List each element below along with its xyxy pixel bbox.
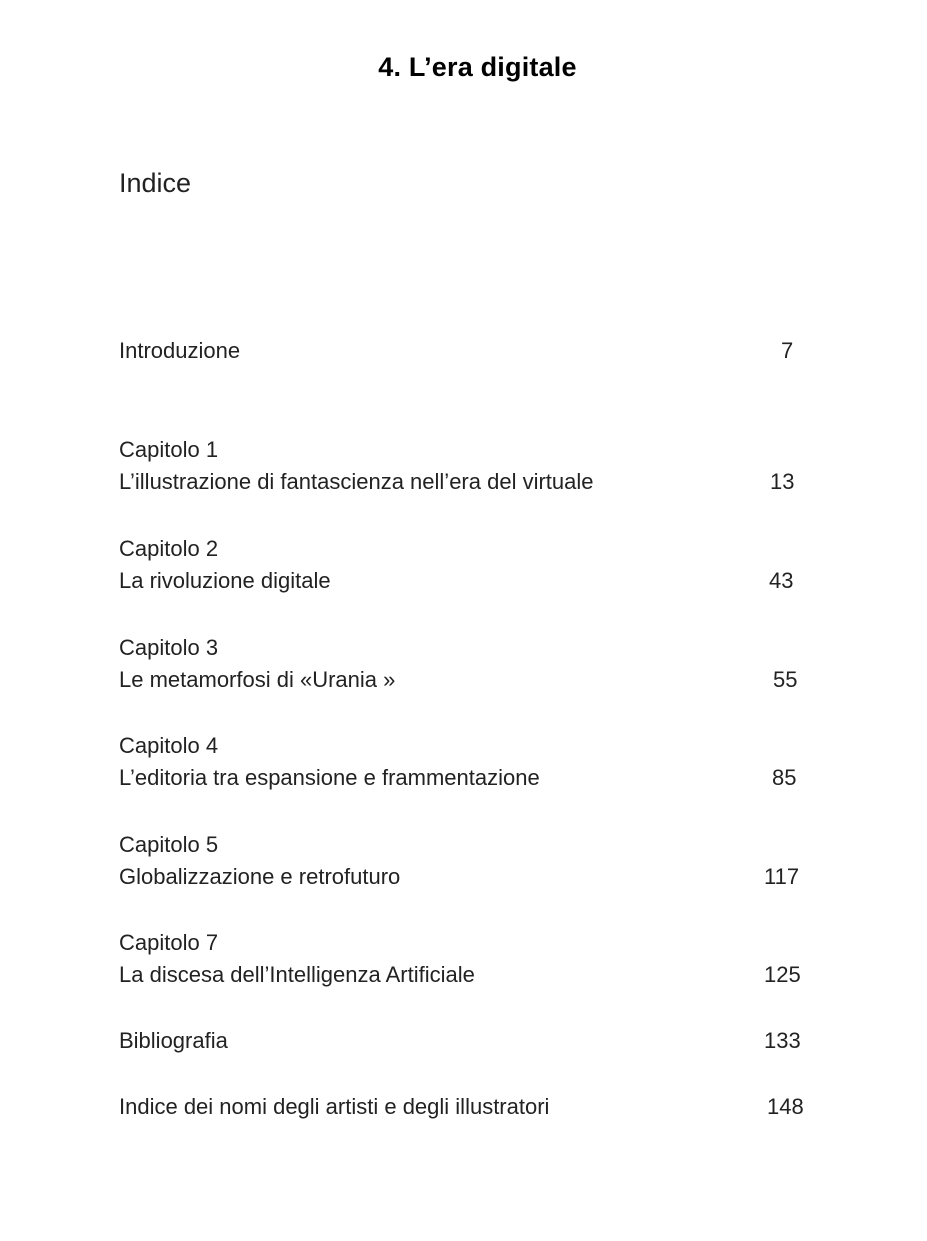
toc-entry-page: 125 — [764, 962, 801, 987]
toc-entry-chapter: Capitolo 5 — [119, 832, 219, 857]
toc-entry-title: L’editoria tra espansione e frammentazione — [119, 765, 540, 790]
toc-entry-capitolo-5[interactable] — [119, 829, 809, 893]
toc-entry-page: 55 — [773, 667, 798, 692]
toc-entry-page: 7 — [781, 338, 794, 363]
toc-entry-capitolo-4[interactable] — [119, 730, 809, 794]
toc-entry-chapter: Capitolo 3 — [119, 635, 219, 660]
toc-entry-title: Indice dei nomi degli artisti e degli illustratori — [119, 1094, 550, 1119]
toc-entry-title: Introduzione — [119, 338, 241, 363]
toc-entry-chapter: Capitolo 1 — [119, 437, 219, 462]
toc-entry-page: 148 — [767, 1094, 804, 1119]
toc-entry-bibliografia[interactable] — [119, 1025, 809, 1057]
toc-entry-capitolo-3[interactable] — [119, 632, 809, 696]
toc-entry-title: La rivoluzione digitale — [119, 568, 331, 593]
toc-entry-capitolo-7[interactable] — [119, 927, 809, 991]
toc-entry-title: Globalizzazione e retrofuturo — [119, 864, 401, 889]
toc-entry-title: Le metamorfosi di «Urania » — [119, 667, 396, 692]
toc-entry-page: 117 — [764, 864, 800, 889]
page-title: 4. L’era digitale — [378, 52, 577, 82]
toc-entry-capitolo-2[interactable] — [119, 533, 809, 597]
toc-entry-page: 13 — [770, 469, 795, 494]
toc-entry-capitolo-1[interactable] — [119, 434, 809, 498]
toc-entry-chapter: Capitolo 4 — [119, 733, 219, 758]
toc-entry-title: L’illustrazione di fantascienza nell’era del virtuale — [119, 469, 594, 494]
toc-entry-title: Bibliografia — [119, 1028, 228, 1053]
toc-entry-chapter: Capitolo 7 — [119, 930, 219, 955]
toc-entry-introduzione[interactable] — [119, 335, 809, 367]
toc-entry-indice-nomi[interactable] — [119, 1091, 809, 1123]
index-heading: Indice — [119, 168, 192, 198]
toc-entry-page: 85 — [772, 765, 797, 790]
toc-entry-title: La discesa dell’Intelligenza Artificiale — [119, 962, 475, 987]
toc-entry-chapter: Capitolo 2 — [119, 536, 219, 561]
toc-entry-page: 43 — [769, 568, 794, 593]
toc-entry-page: 133 — [764, 1028, 801, 1053]
